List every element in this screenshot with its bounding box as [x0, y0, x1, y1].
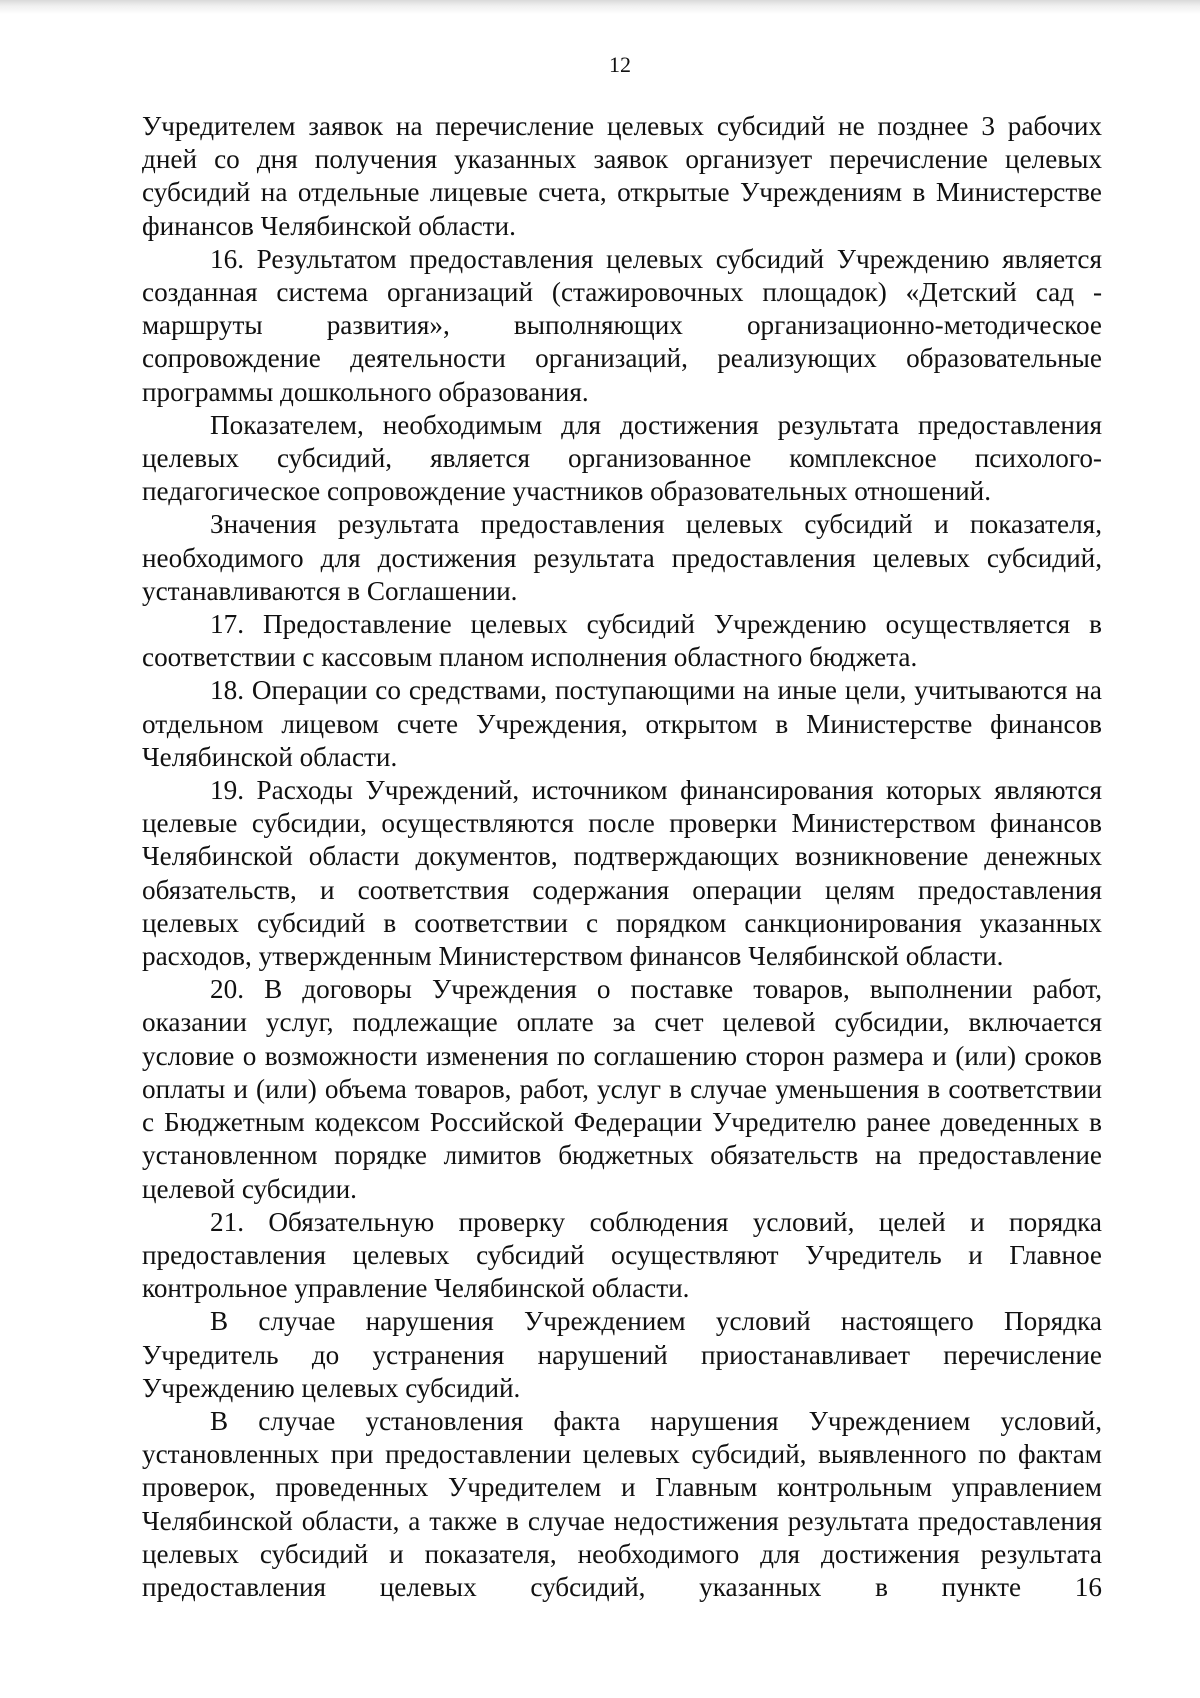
scan-edge — [0, 0, 1200, 14]
paragraph-violation: В случае нарушения Учреждением условий настоящего Порядка Учредитель до устранения нарушений приостанавливает перечисление Учреждению целевых субсидий. — [142, 1306, 1102, 1403]
paragraph-19: 19. Расходы Учреждений, источником финансирования которых являются целевые субсидии, осуществляются после проверки Министерством финансов Челябинской области документов, подтверждающих возникновение денежных обязательств, и соответствия содержания операции целям предоставления целевых субсидий в соответствии с порядком санкционирования указанных расходов, утвержденным Министерством финансов Челябинской области. — [142, 775, 1102, 972]
paragraph-indicator: Показателем, необходимым для достижения результата предоставления целевых субсидий, является организованное комплексное психолого-педагогическое сопровождение участников образовательных отношений. — [142, 409, 1102, 507]
paragraph-continuation: Учредителем заявок на перечисление целевых субсидий не позднее 3 рабочих дней со дня получения указанных заявок организует перечисление целевых субсидий на отдельные лицевые счета, открытые Учреждениям в Министерстве финансов Челябинской области. — [142, 111, 1102, 241]
page-number: 12 — [609, 52, 631, 77]
paragraph-values: Значения результата предоставления целевых субсидий и показателя, необходимого для достижения результата предоставления целевых субсидий, устанавливаются в Соглашении. — [142, 509, 1102, 606]
paragraph-18: 18. Операции со средствами, поступающими на иные цели, учитываются на отдельном лицевом счете Учреждения, открытом в Министерстве финансов Челябинской области. — [142, 675, 1102, 772]
document-body — [142, 110, 1102, 1604]
paragraph-21: 21. Обязательную проверку соблюдения условий, целей и порядка предоставления целевых субсидий осуществляют Учредитель и Главное контрольное управление Челябинской области. — [142, 1206, 1102, 1304]
paragraph-20: 20. В договоры Учреждения о поставке товаров, выполнении работ, оказании услуг, подлежащие оплате за счет целевой субсидии, включается условие о возможности изменения по соглашению сторон размера и (или) сроков оплаты и (или) объема товаров, работ, услуг в случае уменьшения в соответствии с Бюджетным кодексом Российской Федерации Учредителю ранее доведенных в установленном порядке лимитов бюджетных обязательств на предоставление целевой субсидии. — [142, 974, 1102, 1204]
paragraph-violation-fact: В случае установления факта нарушения Учреждением условий, установленных при предоставлении целевых субсидий, выявленного по фактам проверок, проведенных Учредителем и Главным контрольным управлением Челябинской области, а также в случае недостижения результата предоставления целевых субсидий и показателя, необходимого для достижения результата предоставления целевых субсидий, указанных в пункте 16 — [142, 1405, 1102, 1602]
paragraph-17: 17. Предоставление целевых субсидий Учреждению осуществляется в соответствии с кассовым планом исполнения областного бюджета. — [142, 609, 1102, 673]
paragraph-16: 16. Результатом предоставления целевых субсидий Учреждению является созданная система организаций (стажировочных площадок) «Детский сад - маршруты развития», выполняющих организационно-методическое сопровождение деятельности организаций, реализующих образовательные программы дошкольного образования. — [142, 243, 1102, 407]
